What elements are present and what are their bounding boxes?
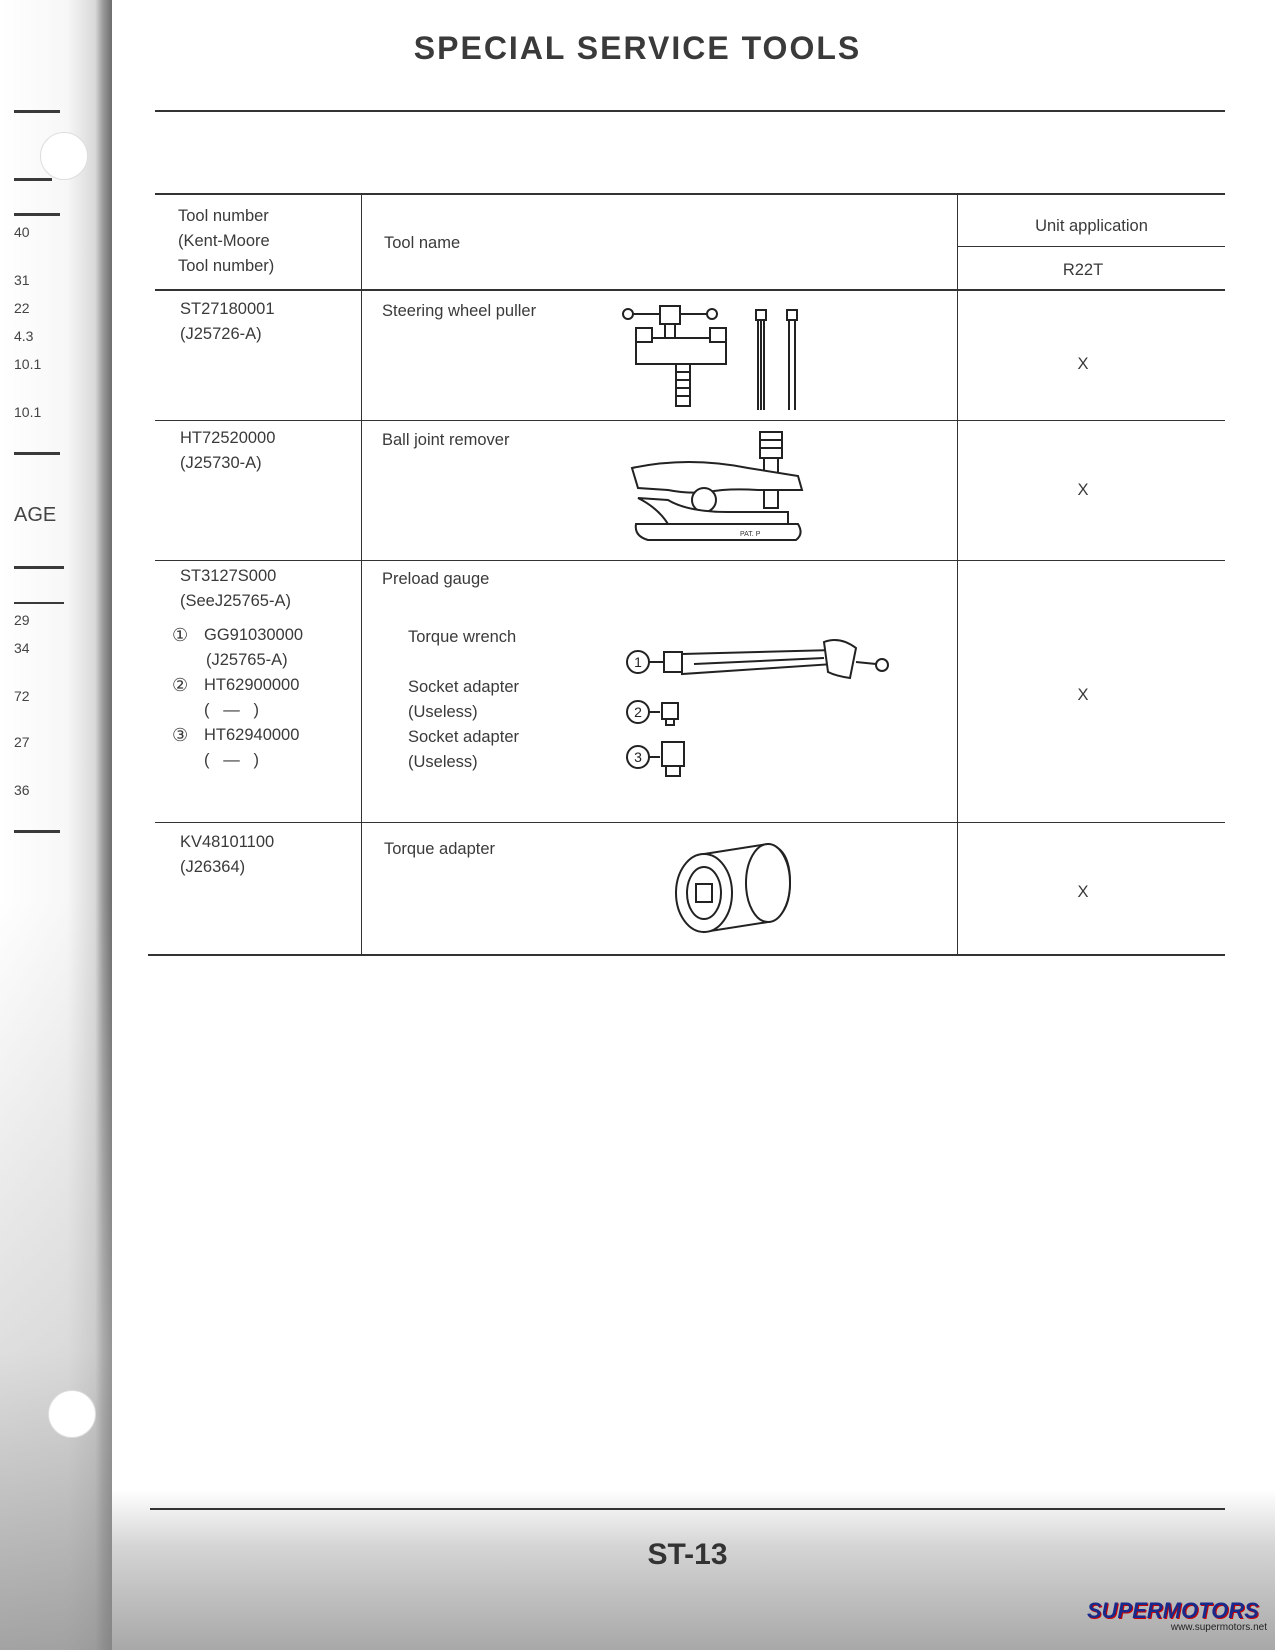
watermark <box>1087 1598 1267 1640</box>
application-mark: X <box>1077 883 1089 901</box>
margin-fragment: 29 <box>14 612 30 628</box>
margin-rule <box>14 178 52 181</box>
header-tool-number-line: Tool number <box>178 207 269 225</box>
callout-marker: ③ <box>172 725 189 745</box>
callout-marker: ② <box>172 675 189 695</box>
margin-rule <box>14 110 60 113</box>
margin-fragment: 34 <box>14 640 30 656</box>
kent-moore-number: (J26364) <box>180 858 246 876</box>
ball-joint-remover-icon <box>628 428 808 552</box>
margin-fragment: AGE <box>14 504 57 526</box>
tool-name: Torque adapter <box>384 840 495 858</box>
callout-number: 3 <box>634 749 642 765</box>
margin-rule <box>14 452 60 455</box>
margin-fragment: 10.1 <box>14 404 42 420</box>
tool-number: ST27180001 <box>180 300 275 318</box>
tool-name: Steering wheel puller <box>382 302 537 320</box>
callout-number: 2 <box>634 704 642 720</box>
sub-tool-name: Torque wrench <box>408 628 517 646</box>
sub-kent-moore-number: ( — ) <box>204 701 259 719</box>
margin-fragment: 10.1 <box>14 356 42 372</box>
patent-mark: PAT. P <box>740 531 761 538</box>
header-tool-number-line: Tool number) <box>178 257 275 275</box>
margin-fragment: 72 <box>14 688 30 704</box>
kent-moore-number: (J25726-A) <box>180 325 262 343</box>
tool-name: Ball joint remover <box>382 431 510 449</box>
tool-number: KV48101100 <box>180 833 275 851</box>
application-mark: X <box>1077 355 1089 373</box>
tool-number: HT72520000 <box>180 429 276 447</box>
kent-moore-number: (SeeJ25765-A) <box>180 592 291 610</box>
tool-number: ST3127S000 <box>180 567 277 585</box>
header-tool-number-line: (Kent-Moore <box>178 232 270 250</box>
sub-kent-moore-number: (J25765-A) <box>206 651 288 669</box>
margin-fragment: 31 <box>14 272 30 288</box>
application-mark: X <box>1077 481 1089 499</box>
margin-rule <box>14 830 60 833</box>
margin-rule <box>14 566 64 569</box>
column-divider <box>957 193 958 955</box>
sub-tool-number: GG91030000 <box>204 626 304 644</box>
sub-tool-number: HT62900000 <box>204 676 300 694</box>
margin-fragment: 4.3 <box>14 328 34 344</box>
margin-fragment: 22 <box>14 300 30 316</box>
title-rule <box>155 110 1225 112</box>
table-bottom-rule <box>148 954 1225 956</box>
steering-wheel-puller-icon <box>620 302 820 417</box>
margin-fragment: 36 <box>14 782 30 798</box>
margin-rule <box>14 602 64 604</box>
application-mark: X <box>1077 686 1089 704</box>
margin-fragment: 40 <box>14 224 30 240</box>
page-number: ST-13 <box>647 1538 728 1571</box>
tool-name: Preload gauge <box>382 570 490 588</box>
sub-tool-number: HT62940000 <box>204 726 300 744</box>
column-divider <box>361 193 362 955</box>
header-tool-name: Tool name <box>384 234 461 252</box>
margin-fragment: 27 <box>14 734 30 750</box>
header-bottom-rule <box>155 289 1225 291</box>
kent-moore-number: (J25730-A) <box>180 454 262 472</box>
header-sub-rule <box>958 246 1225 247</box>
callout-number: 1 <box>634 654 642 670</box>
watermark-url: www.supermotors.net <box>1170 1622 1267 1633</box>
header-unit-model: R22T <box>1062 261 1104 279</box>
punch-hole <box>40 132 88 180</box>
punch-hole <box>48 1390 96 1438</box>
table-top-rule <box>155 193 1225 195</box>
torque-adapter-icon <box>672 836 798 942</box>
sub-tool-note: (Useless) <box>408 703 478 721</box>
margin-rule <box>14 213 60 216</box>
header-unit-application: Unit application <box>1035 217 1148 235</box>
footer-rule <box>150 1508 1225 1510</box>
sub-tool-name: Socket adapter <box>408 678 519 696</box>
callout-marker: ① <box>172 625 189 645</box>
sub-tool-note: (Useless) <box>408 753 478 771</box>
row-divider <box>155 420 1225 421</box>
sub-kent-moore-number: ( — ) <box>204 751 259 769</box>
preload-gauge-icon <box>624 632 894 792</box>
row-divider <box>155 560 1225 561</box>
row-divider <box>155 822 1225 823</box>
watermark-brand: SUPERMOTORS <box>1087 1598 1259 1623</box>
page-title: SPECIAL SERVICE TOOLS <box>413 30 862 66</box>
sub-tool-name: Socket adapter <box>408 728 519 746</box>
